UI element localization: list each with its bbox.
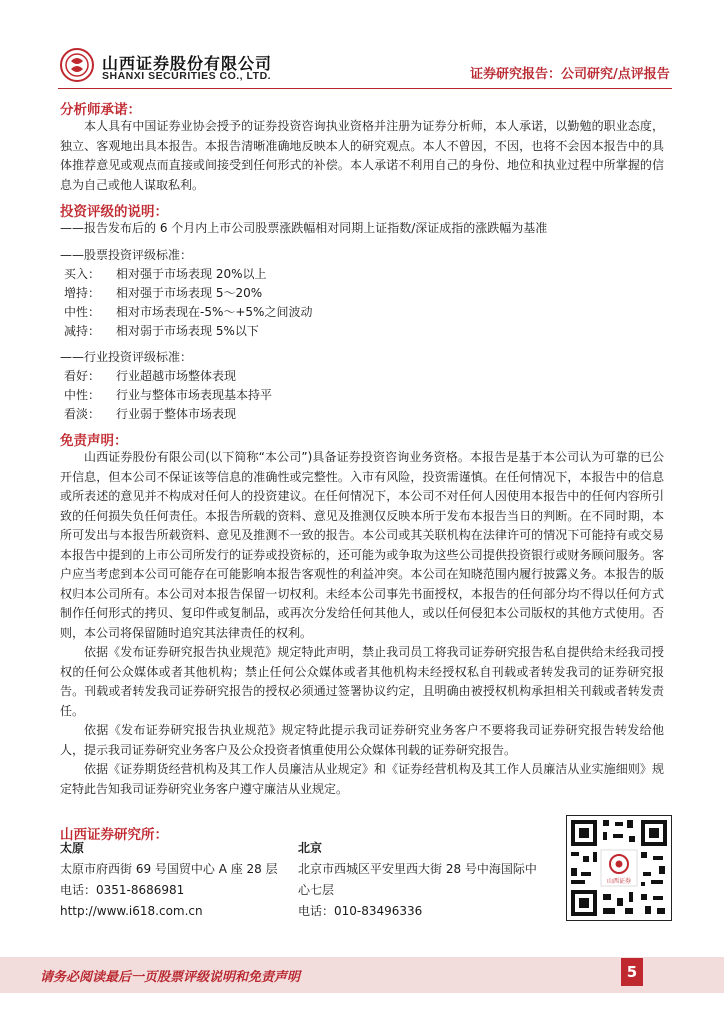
company-logo-icon xyxy=(60,48,94,82)
taiyuan-address: 太原市府西街 69 号国贸中心 A 座 28 层 xyxy=(60,862,278,876)
rating-key: 看淡： xyxy=(64,407,101,421)
industry-rating-item xyxy=(64,405,236,425)
company-name-en: SHANXI SECURITIES CO., LTD. xyxy=(102,70,272,82)
beijing-city: 北京 xyxy=(298,841,323,855)
taiyuan-phone: 电话：0351-8686981 xyxy=(60,883,185,897)
page-number: 5 xyxy=(621,958,643,986)
analyst-section-title: 分析师承诺： xyxy=(60,102,141,118)
stock-rating-item xyxy=(64,322,259,342)
industry-rating-title: ——行业投资评级标准： xyxy=(60,350,193,364)
qr-caption: 山西证券 xyxy=(606,878,631,885)
disclaimer-paragraph-3: 依据《发布证券研究报告执业规范》规定特此提示我司证券研究业务客户不要将我司证券研究报告转发给他人，提示我司证券研究业务客户及公众投资者慎重使用公众媒体刊载的证券研究报告。 xyxy=(60,723,664,757)
rating-value: 相对弱于市场表现 5%以下 xyxy=(116,324,259,338)
stock-rating-item xyxy=(64,265,267,285)
header-divider xyxy=(58,88,672,89)
disclaimer-paragraph-1: 山西证券股份有限公司(以下简称“本公司”)具备证券投资咨询业务资格。本报告是基于本公司认为可靠的已公开信息，但本公司不保证该等信息的准确性或完整性。入市有风险，投资需谨慎。在任何情况下，本报告中的信息或所表述的意见并不构成对任何人的投资建议。在任何情况下，本公司不对任何人因使用本报告中的任何内容所引致的任何损失负任何责任。本报告所载的资料、意见及推测仅反映本所于发布本报告当日的判断。在不同时期，本所可发出与本报告所载资料、意见及推测不一致的报告。本公司或其关联机构在法律许可的情况下可能持有或交易本报告中提到的上市公司所发行的证券或投资标的，还可能为或争取为这些公司提供投资银行或财务顾问服务。客户应当考虑到本公司可能存在可能影响本报告客观性的利益冲突。本公司在知晓范围内履行披露义务。本报告的版权归本公司所有。本公司对本报告保留一切权利。未经本公司事先书面授权，本报告的任何部分均不得以任何方式制作任何形式的拷贝、复印件或复制品，或再次分发给任何其他人，或以任何侵犯本公司版权的其他方式使用。否则，本公司将保留随时追究其法律责任的权利。 xyxy=(60,450,664,640)
disclaimer-paragraph-2: 依据《发布证券研究报告执业规范》规定特此声明，禁止我司员工将我司证券研究报告私自提供给未经我司授权的任何公众媒体或者其他机构；禁止任何公众媒体或者其他机构未经授权私自刊载或者转发我司的证券研究报告。刊载或者转发我司证券研究报告的授权必须通过签署协议约定，且明确由被授权机构承担相关刊载或者转发责任。 xyxy=(60,645,664,718)
footer-notice: 请务必阅读最后一页股票评级说明和免责声明 xyxy=(40,970,301,985)
taiyuan-city: 太原 xyxy=(60,841,85,855)
rating-value: 相对强于市场表现 5～20% xyxy=(116,286,263,300)
qr-code-icon xyxy=(566,815,672,921)
disclaimer-text xyxy=(60,448,664,799)
beijing-address-line-2: 心七层 xyxy=(298,883,335,897)
rating-key: 增持： xyxy=(64,286,101,300)
rating-value: 行业与整体市场表现基本持平 xyxy=(116,388,273,402)
stock-rating-item xyxy=(64,284,262,304)
beijing-phone: 电话：010-83496336 xyxy=(298,904,423,918)
rating-value: 相对市场表现在-5%～+5%之间波动 xyxy=(116,305,313,319)
rating-key: 看好： xyxy=(64,369,101,383)
rating-key: 减持： xyxy=(64,324,101,338)
report-type: 证券研究报告：公司研究/点评报告 xyxy=(470,67,670,82)
industry-rating-item xyxy=(64,367,236,387)
rating-key: 中性： xyxy=(64,388,101,402)
rating-value: 行业弱于整体市场表现 xyxy=(116,407,237,421)
taiyuan-contact xyxy=(60,838,292,922)
analyst-commitment-paragraph: 本人具有中国证券业协会授予的证券投资咨询执业资格并注册为证券分析师，本人承诺，以勤勉的职业态度，独立、客观地出具本报告。本报告清晰准确地反映本人的研究观点。本人不曾因，不因，也将不会因本报告中的具体推荐意见或观点而直接或间接受到任何形式的补偿。本人承诺不利用自己的身份、地位和执业过程中所掌握的信息为自己或他人谋取私利。 xyxy=(60,119,664,192)
qr-pattern xyxy=(567,816,671,920)
taiyuan-url[interactable]: http://www.i618.com.cn xyxy=(60,904,203,918)
rating-key: 中性： xyxy=(64,305,101,319)
beijing-address-line-1: 北京市西城区平安里西大街 28 号中海国际中 xyxy=(298,862,537,876)
disclaimer-section-title: 免责声明： xyxy=(60,433,128,449)
rating-basis: ——报告发布后的 6 个月内上市公司股票涨跌幅相对同期上证指数/深证成指的涨跌幅为基准 xyxy=(60,221,548,235)
beijing-contact xyxy=(298,838,560,922)
analyst-commitment-text xyxy=(60,117,664,195)
institute-section-title: 山西证券研究所： xyxy=(60,827,168,843)
rating-section-title: 投资评级的说明： xyxy=(60,204,168,220)
rating-value: 相对强于市场表现 20%以上 xyxy=(116,267,267,281)
rating-value: 行业超越市场整体表现 xyxy=(116,369,237,383)
stock-rating-item xyxy=(64,303,312,323)
rating-key: 买入： xyxy=(64,267,101,281)
page-header xyxy=(0,0,724,88)
stock-rating-title: ——股票投资评级标准： xyxy=(60,248,193,262)
industry-rating-item xyxy=(64,386,272,406)
disclaimer-paragraph-4: 依据《证券期货经营机构及其工作人员廉洁从业规定》和《证券经营机构及其工作人员廉洁从业实施细则》规定特此告知我司证券研究业务客户遵守廉洁从业规定。 xyxy=(60,762,664,796)
company-name-cn: 山西证券股份有限公司 xyxy=(102,54,273,73)
